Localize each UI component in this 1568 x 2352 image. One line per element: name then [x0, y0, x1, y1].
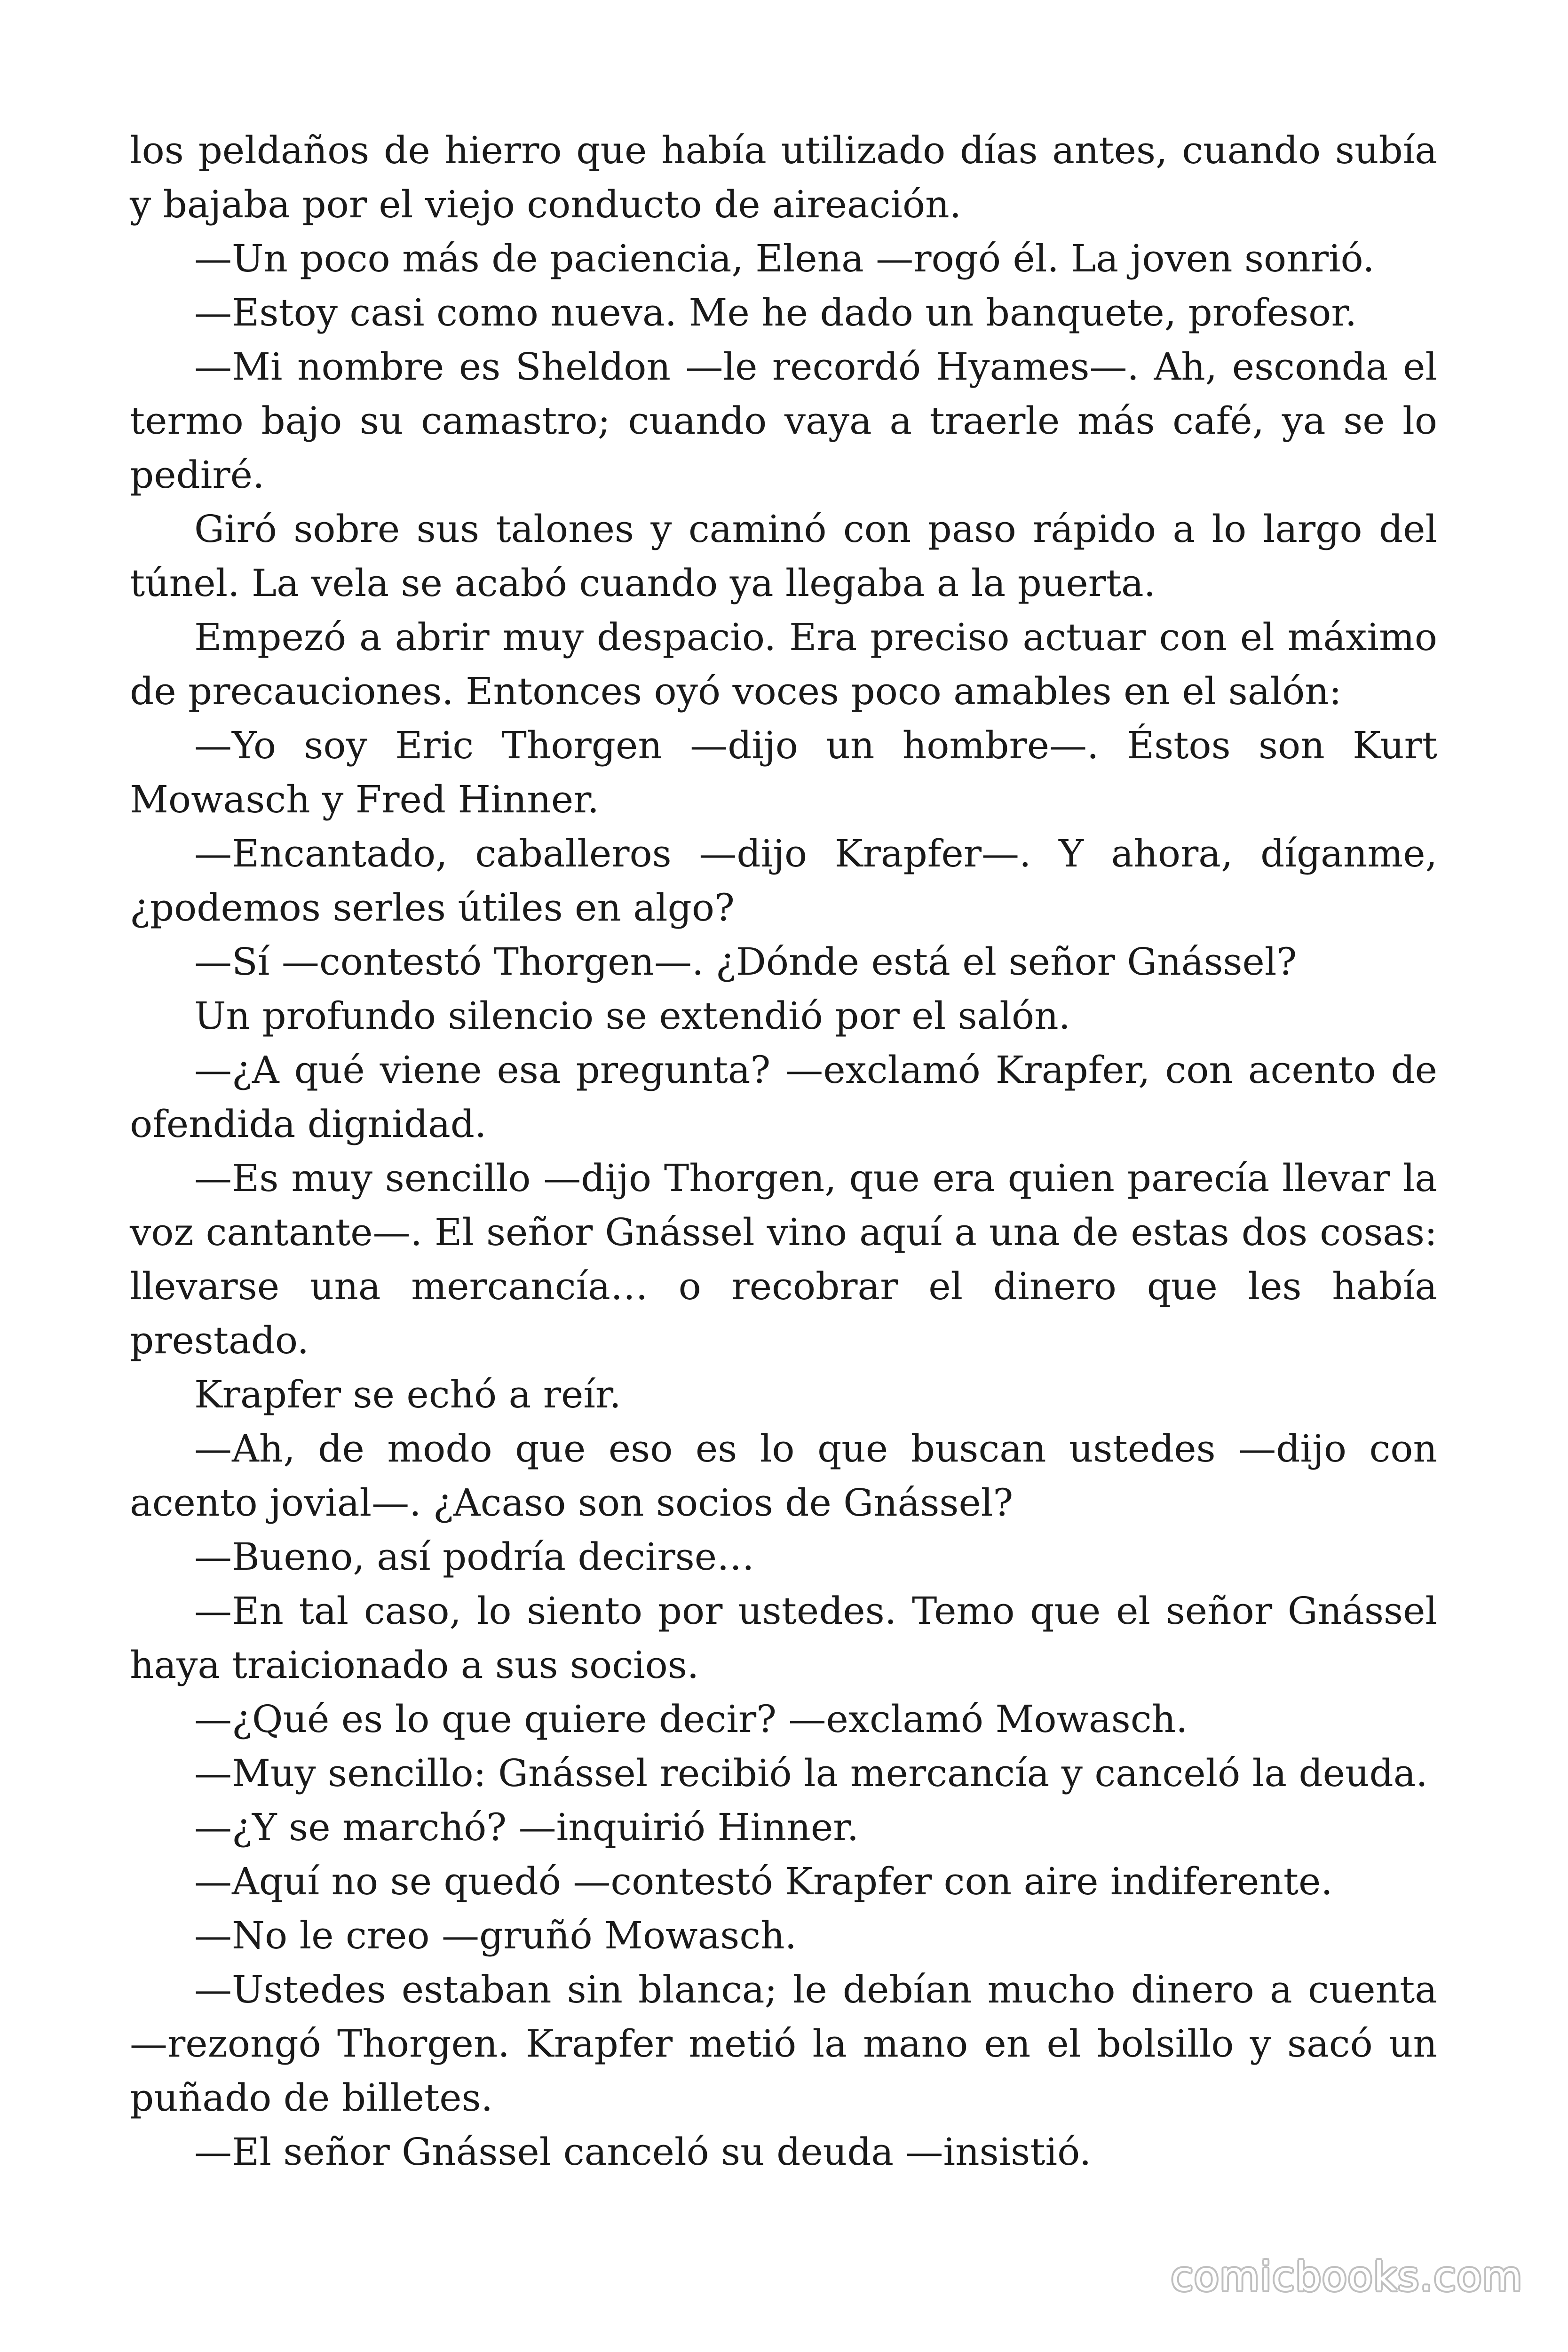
paragraph: —Encantado, caballeros —dijo Krapfer—. Y ahora, díganme, ¿podemos serles útiles en algo? — [130, 832, 1437, 930]
paragraph: —No le creo —gruñó Mowasch. — [194, 1914, 797, 1957]
paragraph: Krapfer se echó a reír. — [194, 1373, 621, 1416]
paragraph: —Sí —contestó Thorgen—. ¿Dónde está el señor Gnássel? — [194, 940, 1297, 984]
paragraph: —¿Y se marchó? —inquirió Hinner. — [194, 1805, 859, 1849]
paragraph: —Es muy sencillo —dijo Thorgen, que era quien parecía llevar la voz cantante—. El señor Gnássel vino aquí a una de estas dos cosas: llevarse una mercancía… o recobrar el dinero que les había prestado. — [130, 1156, 1437, 1362]
paragraph: Un profundo silencio se extendió por el salón. — [194, 994, 1071, 1038]
paragraph: —Estoy casi como nueva. Me he dado un banquete, profesor. — [194, 291, 1357, 334]
paragraph: —En tal caso, lo siento por ustedes. Temo que el señor Gnássel haya traicionado a sus socios. — [130, 1589, 1437, 1687]
paragraph: —Yo soy Eric Thorgen —dijo un hombre—. Éstos son Kurt Mowasch y Fred Hinner. — [130, 723, 1437, 821]
watermark-logo: comicbooks.com — [1171, 2253, 1523, 2300]
paragraph: Empezó a abrir muy despacio. Era preciso actuar con el máximo de precauciones. Entonces oyó voces poco amables en el salón: — [130, 615, 1437, 713]
paragraph: —Muy sencillo: Gnássel recibió la mercancía y canceló la deuda. — [194, 1751, 1428, 1795]
paragraph: —Ah, de modo que eso es lo que buscan ustedes —dijo con acento jovial—. ¿Acaso son socios de Gnássel? — [130, 1427, 1437, 1525]
paragraph: —¿Qué es lo que quiere decir? —exclamó Mowasch. — [194, 1697, 1188, 1741]
paragraph: Giró sobre sus talones y caminó con paso rápido a lo largo del túnel. La vela se acabó cuando ya llegaba a la puerta. — [130, 507, 1437, 605]
paragraph: —¿A qué viene esa pregunta? —exclamó Krapfer, con acento de ofendida dignidad. — [130, 1048, 1437, 1146]
paragraph: —Aquí no se quedó —contestó Krapfer con aire indiferente. — [194, 1859, 1333, 1903]
paragraph: —El señor Gnássel canceló su deuda —insistió. — [194, 2130, 1092, 2174]
paragraph: los peldaños de hierro que había utilizado días antes, cuando subía y bajaba por el viejo conducto de aireación. — [130, 128, 1437, 226]
paragraph: —Bueno, así podría decirse… — [194, 1535, 755, 1579]
paragraph: —Ustedes estaban sin blanca; le debían mucho dinero a cuenta —rezongó Thorgen. Krapfer metió la mano en el bolsillo y sacó un puñado de billetes. — [130, 1968, 1437, 2120]
paragraph: —Un poco más de paciencia, Elena —rogó él. La joven sonrió. — [194, 237, 1375, 280]
body-text — [130, 123, 1437, 2179]
paragraph: —Mi nombre es Sheldon —le recordó Hyames—. Ah, esconda el termo bajo su camastro; cuando vaya a traerle más café, ya se lo pediré. — [130, 345, 1437, 497]
